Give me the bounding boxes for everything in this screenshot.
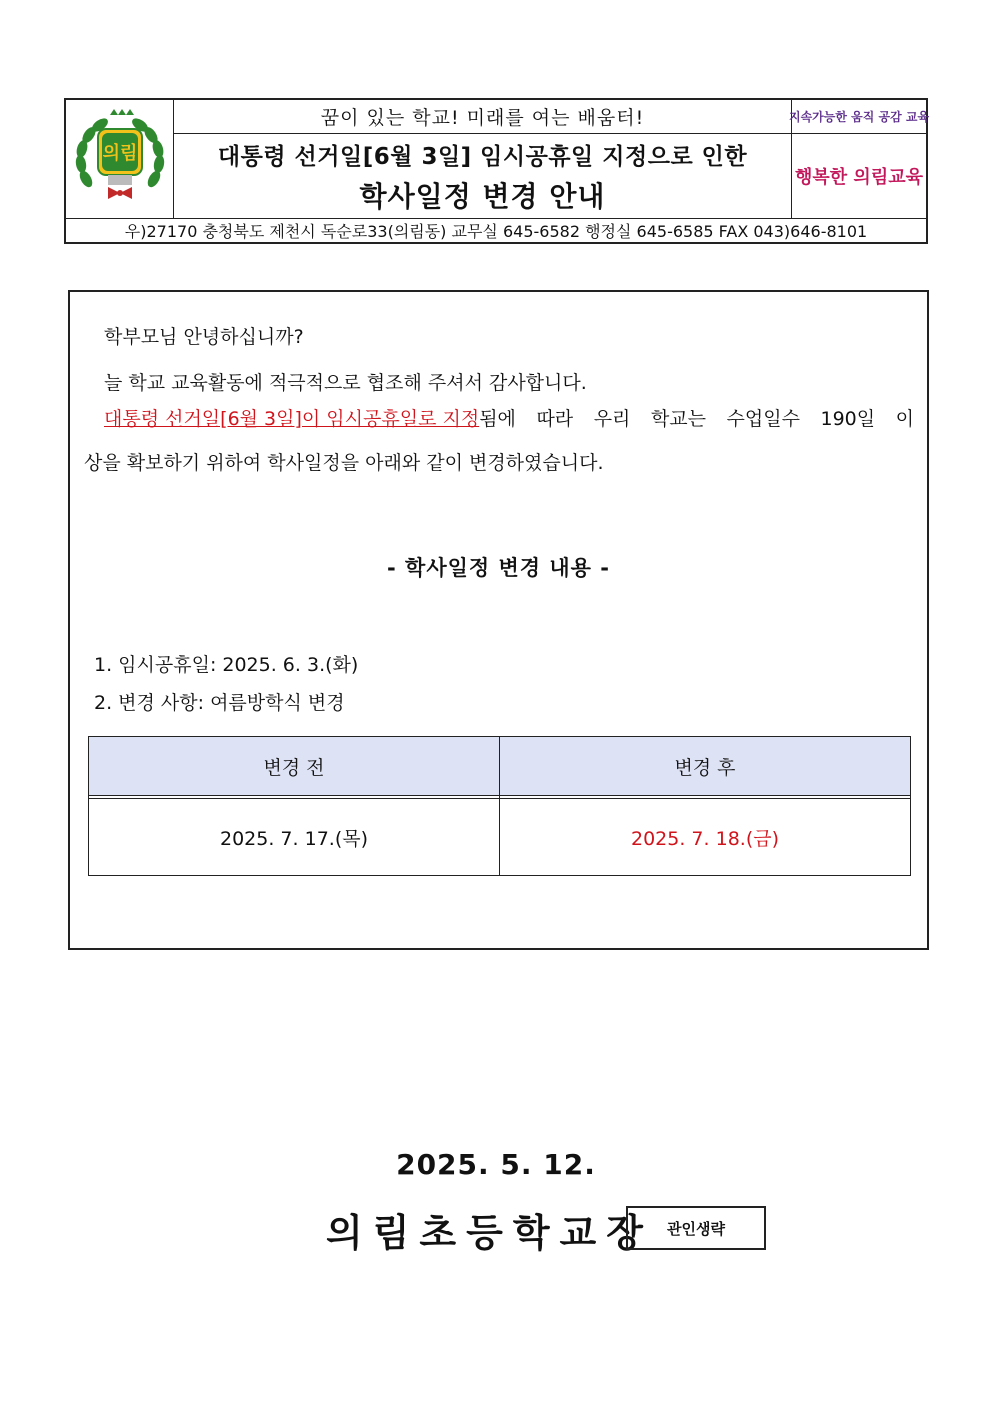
principal-signature: 의림초등학교장 [326,1211,653,1255]
notice-word: 수업일수 [726,408,800,430]
school-emblem [66,100,174,218]
official-seal-omitted: 관인생략 [626,1206,766,1250]
holiday-notice-highlight: 대통령 선거일[6월 3일]이 임시공휴일로 지정 [104,408,480,430]
sustainable-education-logo [788,100,930,134]
header-after: 변경 후 [500,737,911,796]
notice-word: 됨에 [479,408,516,430]
title-line-2: 학사일정 변경 안내 [359,179,606,213]
letterhead [64,98,928,244]
table-header-row [89,737,911,796]
sustainable-education-logo-text: 지속가능한 움직 공감 교육 [788,110,930,124]
happy-uirim-logo [791,134,926,218]
schedule-change-table [88,736,911,876]
notice-word: 학교는 [650,408,706,430]
greeting: 학부모님 안녕하십니까? [104,326,304,348]
notice-word: 이 [895,408,914,430]
school-slogan: 꿈이 있는 학교! 미래를 여는 배움터! [174,100,791,134]
emblem-text: 의림 [102,143,137,164]
date-before: 2025. 7. 17.(목) [89,799,500,876]
notice-body [68,290,929,950]
notice-word: 190일 [820,408,876,430]
issue-date: 2025. 5. 12. [396,1148,596,1181]
thanks-paragraph: 늘 학교 교육활동에 적극적으로 협조해 주셔서 감사합니다. [104,372,587,394]
section-title: - 학사일정 변경 내용 - [387,556,610,580]
title-line-1: 대통령 선거일[6월 3일] 임시공휴일 지정으로 인한 [217,143,748,170]
date-after: 2025. 7. 18.(금) [500,799,911,876]
notice-paragraph-line-2: 상을 확보하기 위하여 학사일정을 아래와 같이 변경하였습니다. [84,452,604,474]
school-emblem-icon [72,109,168,209]
list-item-holiday: 1. 임시공휴일: 2025. 6. 3.(화) [94,654,359,676]
notice-word: 우리 [593,408,631,430]
happy-uirim-logo-text: 행복한 의림교육 [795,167,923,188]
document-title [174,134,791,218]
notice-paragraph-line-1 [104,404,914,431]
list-item-change: 2. 변경 사항: 여름방학식 변경 [94,692,345,714]
table-row [89,799,911,876]
school-address: 우)27170 충청북도 제천시 독순로33(의림동) 교무실 645-6582 행정실 645-6585 FAX 043)646-8101 [66,218,926,242]
notice-word: 따라 [536,408,574,430]
header-before: 변경 전 [89,737,500,796]
